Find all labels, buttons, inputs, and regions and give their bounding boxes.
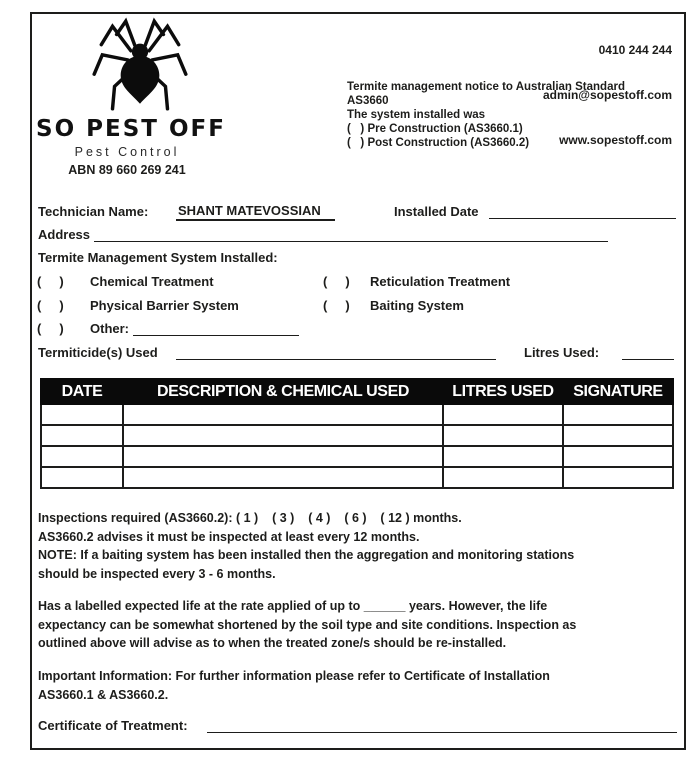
important-info-line: Important Information: For further information please refer to Certificate of Installation (38, 669, 550, 683)
expected-life-note (38, 597, 576, 653)
table-header-row (41, 379, 673, 404)
physical-barrier-label: Physical Barrier System (90, 298, 239, 313)
litres-used-label: Litres Used: (524, 345, 600, 360)
brand-tagline: Pest Control (74, 145, 180, 159)
inspections-note (38, 509, 574, 583)
address-field[interactable] (94, 226, 608, 242)
inspections-line: should be inspected every 3 - 6 months. (38, 566, 276, 581)
notice-line: The system installed was (347, 108, 486, 121)
reticulation-treatment-label: Reticulation Treatment (370, 274, 511, 289)
table-cell[interactable] (563, 467, 673, 488)
expected-life-line: expectancy can be somewhat shortened by the soil type and site conditions. Inspection as (38, 617, 577, 632)
spider-icon (84, 13, 196, 117)
important-information-note (38, 667, 550, 704)
brand-name: SO PEST OFF (36, 116, 226, 142)
termiticide-field[interactable] (176, 344, 496, 360)
table-row (41, 404, 673, 425)
table-cell[interactable] (563, 425, 673, 446)
table-cell[interactable] (41, 446, 123, 467)
table-cell[interactable] (443, 446, 563, 467)
phone-number: 0410 244 244 (598, 43, 672, 57)
description-column-header: DESCRIPTION & CHEMICAL USED (123, 379, 443, 404)
table-cell[interactable] (443, 404, 563, 425)
table-cell[interactable] (41, 425, 123, 446)
installed-date-label: Installed Date (394, 204, 479, 219)
table-cell[interactable] (123, 425, 443, 446)
treatment-table-body (41, 404, 673, 488)
expected-life-line: Has a labelled expected life at the rate applied of up to ______ years. However, the life (38, 599, 548, 613)
technician-name-label: Technician Name: (38, 204, 149, 219)
other-field[interactable] (133, 320, 299, 336)
physical-barrier-checkbox[interactable]: ( ) (37, 298, 64, 313)
baiting-system-checkbox[interactable]: ( ) (323, 298, 350, 313)
certificate-of-treatment-label: Certificate of Treatment: (38, 718, 188, 733)
inspections-line: NOTE: If a baiting system has been installed then the aggregation and monitoring stations (38, 548, 575, 563)
table-cell[interactable] (563, 446, 673, 467)
table-cell[interactable] (443, 425, 563, 446)
address-label: Address (38, 227, 91, 242)
litres-column-header: LITRES USED (443, 379, 563, 404)
reticulation-treatment-checkbox[interactable]: ( ) (323, 274, 350, 289)
table-cell[interactable] (41, 404, 123, 425)
signature-column-header: SIGNATURE (563, 379, 673, 404)
abn-number: ABN 89 660 269 241 (68, 163, 186, 177)
system-installed-heading: Termite Management System Installed: (38, 250, 278, 265)
other-checkbox[interactable]: ( ) (37, 321, 64, 336)
post-construction-checkbox[interactable]: ( ) Post Construction (AS3660.2) (347, 136, 530, 149)
certificate-of-treatment-field[interactable] (207, 717, 677, 733)
other-label: Other: (90, 321, 129, 336)
termiticide-label: Termiticide(s) Used (38, 345, 158, 360)
date-column-header: DATE (41, 379, 123, 404)
litres-used-field[interactable] (622, 344, 674, 360)
table-cell[interactable] (41, 467, 123, 488)
inspections-line: AS3660.2 advises it must be inspected at least every 12 months. (38, 529, 420, 544)
treatment-table (40, 378, 674, 489)
table-cell[interactable] (123, 467, 443, 488)
pre-construction-checkbox[interactable]: ( ) Pre Construction (AS3660.1) (347, 122, 523, 135)
standard-notice (347, 81, 625, 151)
table-cell[interactable] (123, 446, 443, 467)
inspections-line[interactable]: Inspections required (AS3660.2): ( 1 ) ( 3 ) ( 4 ) ( 6 ) ( 12 ) months. (38, 511, 462, 525)
notice-line: AS3660 (347, 94, 389, 107)
email-address: admin@sopestoff.com (542, 88, 672, 102)
table-row (41, 446, 673, 467)
baiting-system-label: Baiting System (370, 298, 464, 313)
installed-date-field[interactable] (489, 203, 676, 219)
table-cell[interactable] (443, 467, 563, 488)
table-cell[interactable] (123, 404, 443, 425)
expected-life-line: outlined above will advise as to when the treated zone/s should be re-installed. (38, 636, 507, 651)
important-info-line: AS3660.1 & AS3660.2. (38, 687, 169, 702)
notice-line: Termite management notice to Australian Standard (347, 81, 625, 93)
table-cell[interactable] (563, 404, 673, 425)
table-row (41, 467, 673, 488)
technician-name-value[interactable]: SHANT MATEVOSSIAN (176, 203, 335, 221)
website-url: www.sopestoff.com (559, 133, 672, 147)
chemical-treatment-label: Chemical Treatment (90, 274, 214, 289)
table-row (41, 425, 673, 446)
chemical-treatment-checkbox[interactable]: ( ) (37, 274, 64, 289)
